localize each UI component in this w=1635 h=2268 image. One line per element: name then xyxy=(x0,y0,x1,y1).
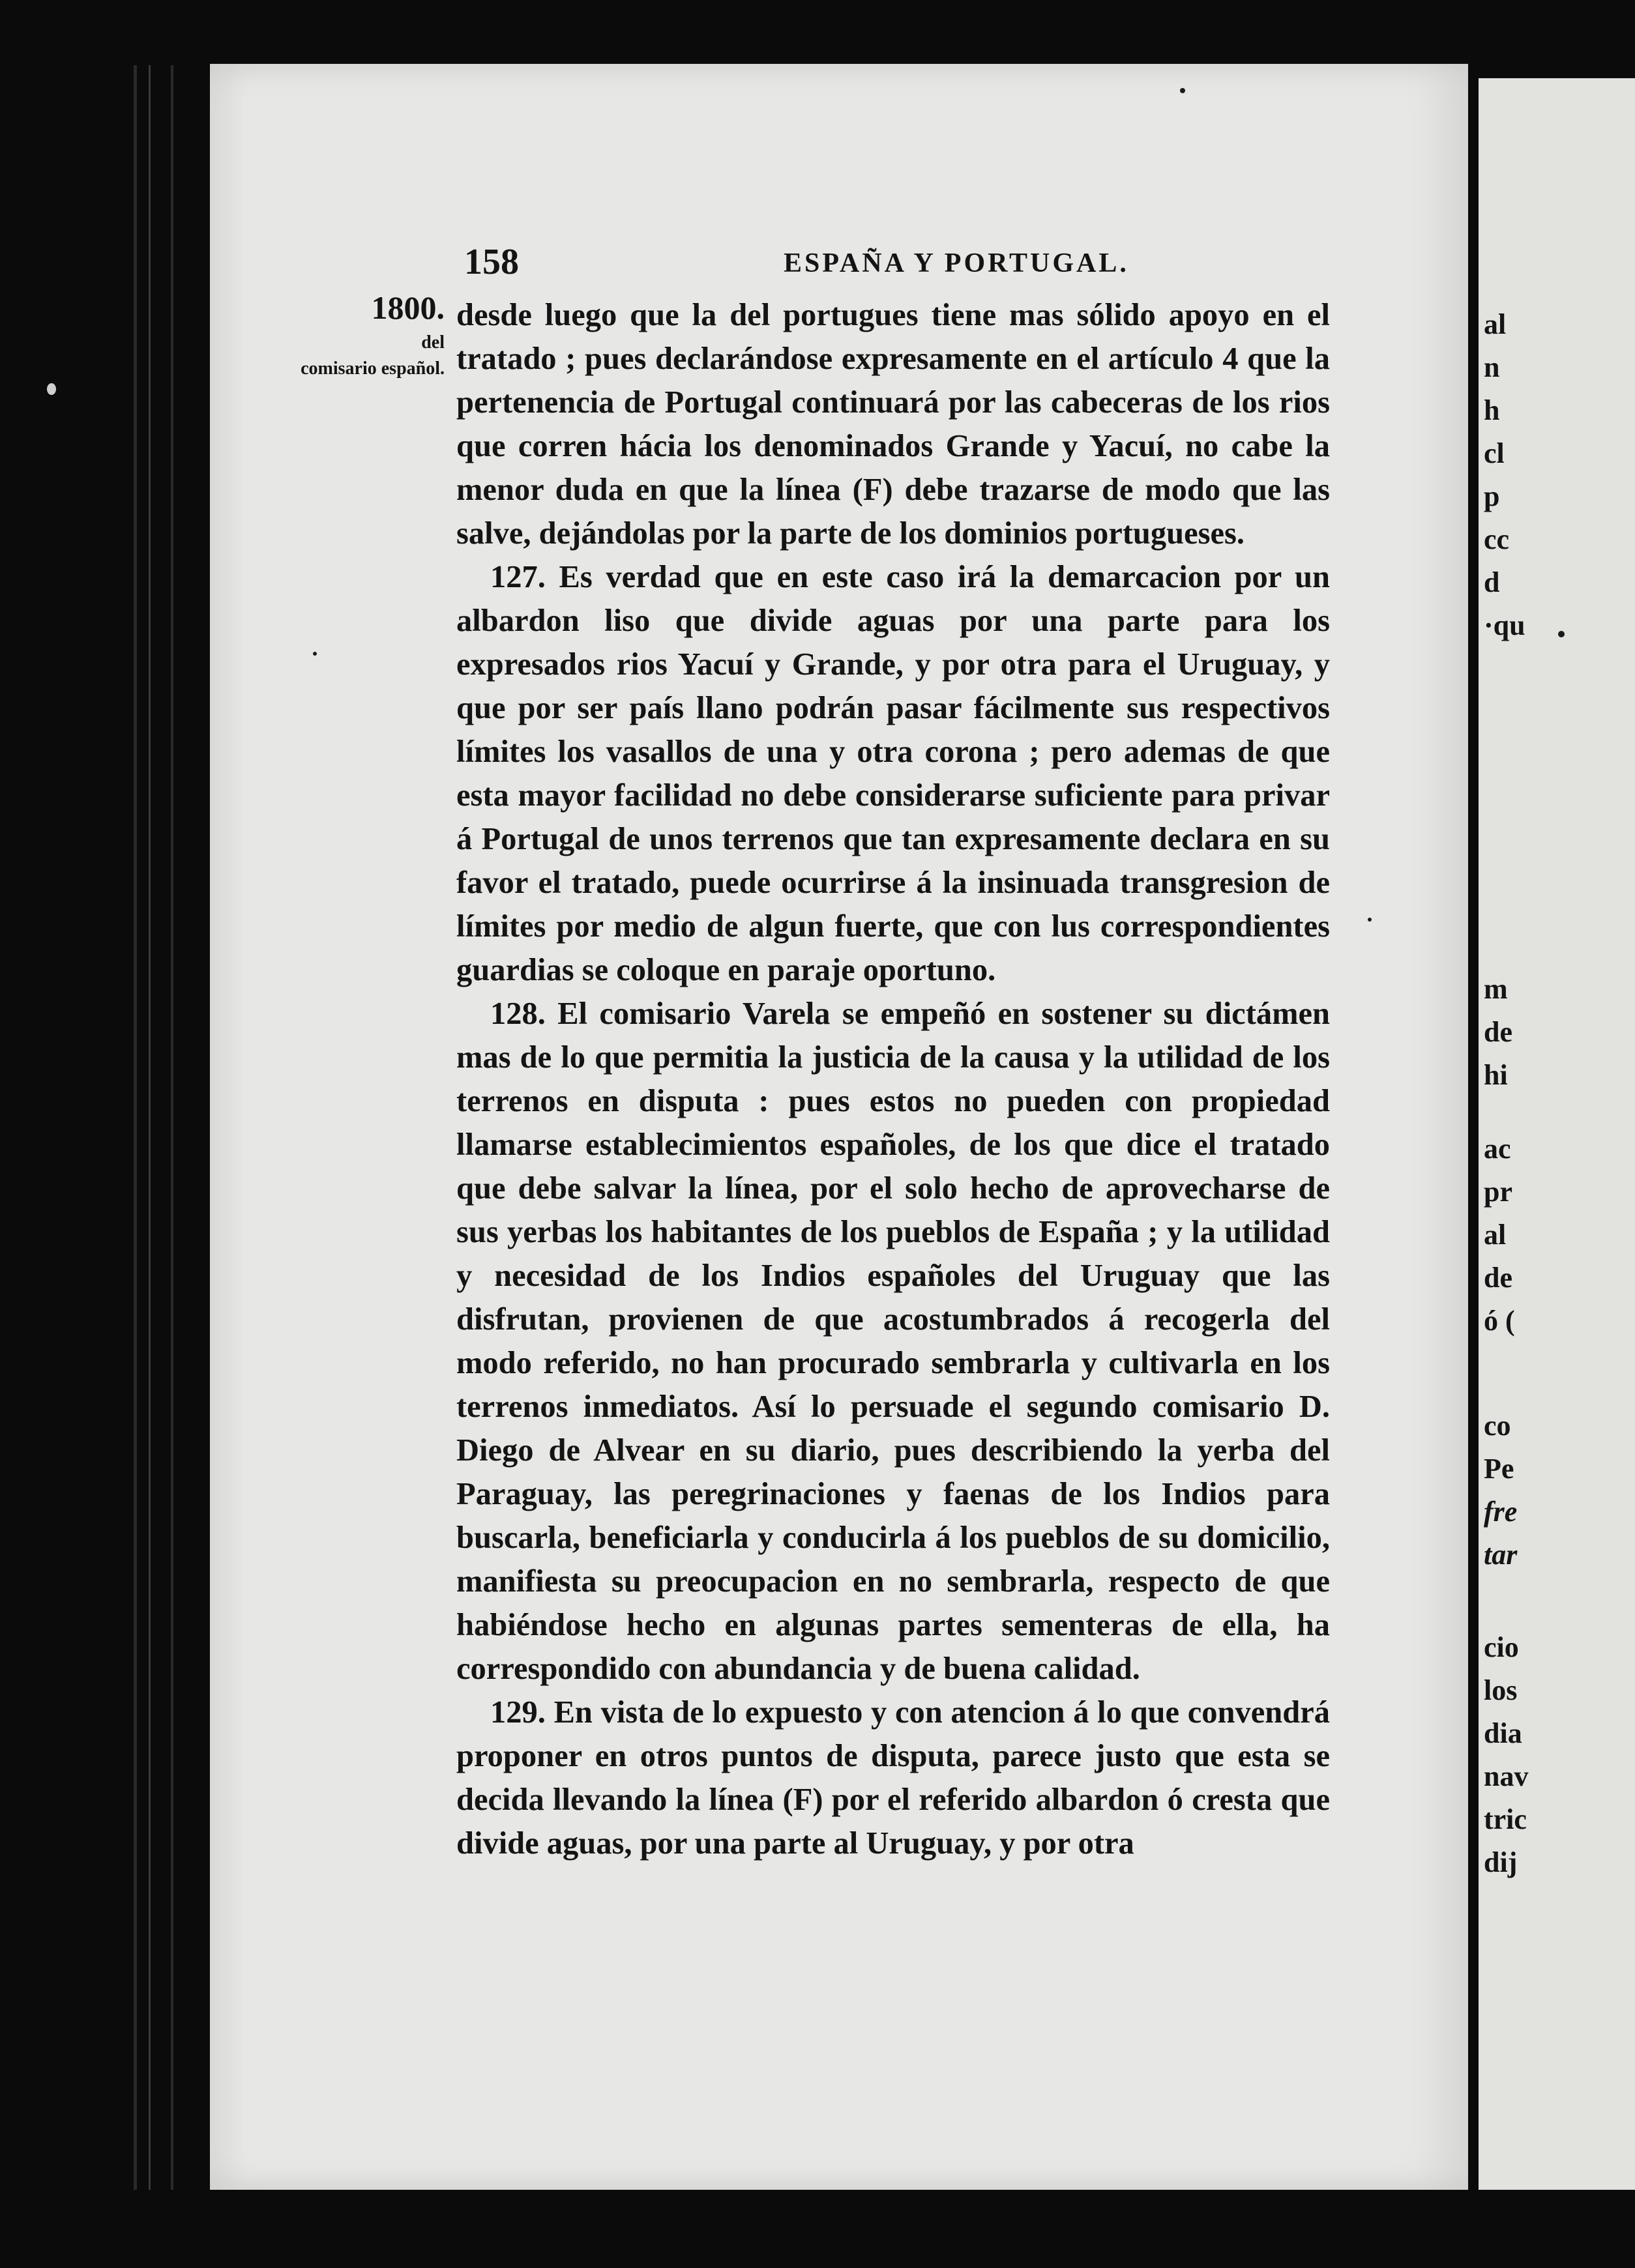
paragraph xyxy=(456,293,1330,555)
paragraph-number: 129. xyxy=(490,1695,546,1730)
paragraph-text: Es verdad que en este caso irá la demarcacion por un albardon liso que divide aguas por una parte para los expresados rios Yacuí y Grande, y por otra para el Uruguay, y que por ser país llano podrán pasar fácilmente sus respectivos límites los vasallos de una y otra corona ; pero ademas de que esta mayor facilidad no debe considerarse suficiente para privar á Portugal de unos terrenos que tan expresamente declara en su favor el tratado, puede ocurrirse á la insinuada transgresion de límites por medio de algun fuerte, que con lus correspondientes guardias se coloque en paraje oportuno. xyxy=(456,560,1330,987)
next-page-fragment: cio xyxy=(1484,1631,1519,1663)
gutter-line xyxy=(171,65,173,2190)
margin-note-line2: comisario español. xyxy=(301,358,445,379)
next-page-fragment: Pe xyxy=(1484,1453,1514,1485)
paragraph-number: 128. xyxy=(490,996,546,1031)
next-page-fragment: dia xyxy=(1484,1717,1522,1749)
next-page-fragment: co xyxy=(1484,1410,1511,1442)
next-page-edge xyxy=(1479,78,1635,2190)
next-page-fragment-group xyxy=(1484,1127,1634,1343)
next-page-fragment: m xyxy=(1484,973,1508,1005)
running-title: ESPAÑA Y PORTUGAL. xyxy=(784,248,1129,278)
next-page-fragment: pr xyxy=(1484,1176,1512,1208)
next-page-fragment: dij xyxy=(1484,1846,1518,1878)
next-page-fragment: d xyxy=(1484,566,1500,598)
next-page-fragment: cc xyxy=(1484,523,1510,555)
body-text xyxy=(456,293,1330,1865)
scan-speck xyxy=(47,383,56,395)
next-page-fragment: nav xyxy=(1484,1760,1529,1792)
gutter-line xyxy=(134,65,137,2190)
next-page-fragment: cl xyxy=(1484,437,1505,469)
next-page-fragment-group xyxy=(1484,1626,1634,1884)
next-page-fragment: fre xyxy=(1484,1496,1518,1528)
next-page-fragment-group xyxy=(1484,1404,1634,1577)
margin-note-line1: del xyxy=(421,332,445,353)
page-number: 158 xyxy=(464,242,519,282)
next-page-fragment: tric xyxy=(1484,1803,1527,1835)
next-page-fragment: de xyxy=(1484,1016,1512,1048)
next-page-fragment: al xyxy=(1484,1219,1507,1251)
next-page-fragment: al xyxy=(1484,308,1507,340)
scan-speck xyxy=(1180,88,1185,93)
next-page-fragment: ac xyxy=(1484,1133,1511,1165)
paragraph-text: En vista de lo expuesto y con atencion á lo que convendrá proponer en otros puntos de disputa, parece justo que esta se decida llevando la línea (F) por el referido albardon ó cresta que divide aguas, por una parte al Uruguay, y por otra xyxy=(456,1695,1330,1861)
margin-note xyxy=(236,285,445,382)
paragraph-number: 127. xyxy=(490,560,546,594)
scan-speck xyxy=(1368,918,1372,922)
next-page-fragment: n xyxy=(1484,351,1500,383)
paragraph-text: desde luego que la del portugues tiene mas sólido apoyo en el tratado ; pues declarándose expresamente en el artículo 4 que la pertenencia de Portugal continuará por las cabeceras de los rios que corren hácia los denominados Grande y Yacuí, no cabe la menor duda en que la línea (F) debe trazarse de modo que las salve, dejándolas por la parte de los dominios portugueses. xyxy=(456,298,1330,551)
paragraph xyxy=(456,992,1330,1691)
next-page-fragment: tar xyxy=(1484,1539,1518,1571)
margin-note-year: 1800. xyxy=(371,289,445,326)
gutter-line xyxy=(149,65,151,2190)
next-page-fragment-group xyxy=(1484,968,1634,1097)
next-page-fragment-group xyxy=(1484,303,1634,647)
next-page-fragment: de xyxy=(1484,1262,1512,1294)
book-page xyxy=(210,64,1468,2190)
next-page-fragment: ó ( xyxy=(1484,1305,1515,1337)
next-page-fragment: ·qu xyxy=(1484,609,1525,641)
scan-speck xyxy=(313,652,317,656)
next-page-fragment: p xyxy=(1484,480,1500,512)
scan-speck xyxy=(1558,631,1565,637)
next-page-fragment: los xyxy=(1484,1674,1518,1706)
paragraph xyxy=(456,555,1330,992)
paragraph xyxy=(456,1691,1330,1865)
next-page-fragment: hi xyxy=(1484,1059,1508,1091)
paragraph-text: El comisario Varela se empeñó en sostener su dictámen mas de lo que permitia la justicia de la causa y la utilidad de los terrenos en disputa : pues estos no pueden con propiedad llamarse establecimientos españoles, de los que dice el tratado que debe salvar la línea, por el solo hecho de aprovecharse de sus yerbas los habitantes de los pueblos de España ; y la utilidad y necesidad de los Indios españoles del Uruguay que las disfrutan, provienen de que acostumbrados á recogerla del modo referido, no han procurado sembrarla y cultivarla en los terrenos inmediatos. Así lo persuade el segundo comisario D. Diego de Alvear en su diario, pues describiendo la yerba del Paraguay, las peregrinaciones y faenas de los Indios para buscarla, beneficiarla y conducirla á los pueblos de su domicilio, manifiesta su preocupacion en no sembrarla, respecto de que habiéndose hecho en algunas partes sementeras de ella, ha correspondido con abundancia y de buena calidad. xyxy=(456,996,1331,1686)
next-page-fragment: h xyxy=(1484,394,1500,426)
